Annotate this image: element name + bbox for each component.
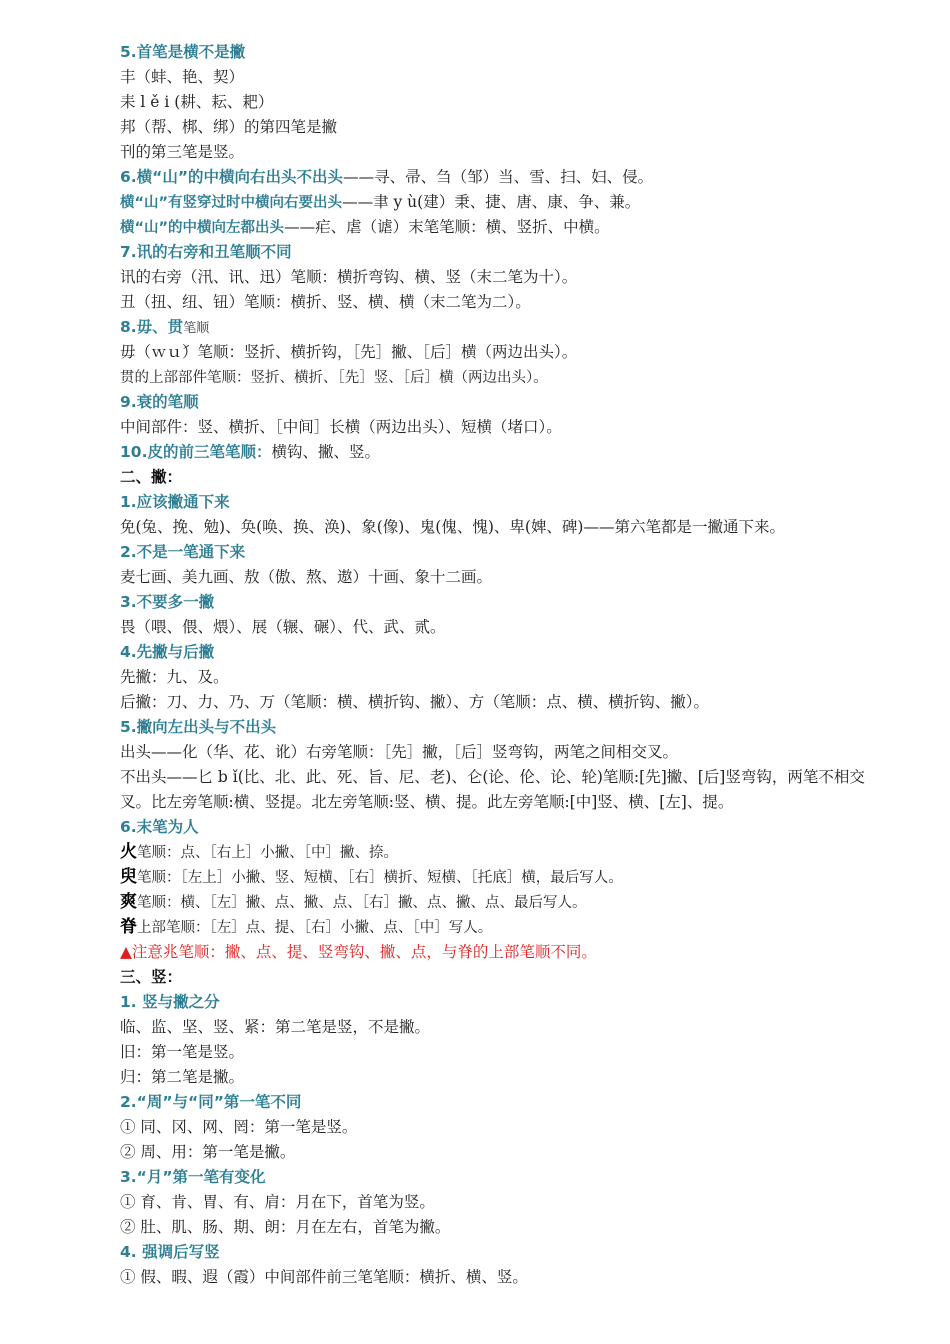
- key-character: 脊: [120, 917, 137, 937]
- subheading: 2.“周”与“同”第一笔不同: [120, 1093, 302, 1111]
- text-line: [120, 540, 890, 565]
- text-line: [120, 715, 890, 740]
- text-line: [120, 840, 890, 865]
- subheading: 5.首笔是横不是撇: [120, 43, 246, 61]
- text-line: [120, 40, 890, 65]
- text-line: [120, 940, 890, 965]
- subheading: 2.不是一笔通下来: [120, 543, 246, 561]
- body-text: ——疟、虐（谑）末笔笔顺：横、竖折、中横。: [284, 218, 610, 236]
- text-line: [120, 1040, 890, 1065]
- subheading: 9.衰的笔顺: [120, 393, 199, 411]
- body-text: 免(兔、挽、勉)、奂(唤、换、涣)、象(像)、鬼(傀、愧)、卑(婢、碑)——第六笔都是一撇通下来。: [120, 518, 785, 536]
- section-heading: 二、撇：: [120, 468, 183, 486]
- body-text: ② 周、用：第一笔是撇。: [120, 1143, 296, 1161]
- text-line: [120, 115, 890, 140]
- key-character: 爽: [120, 892, 137, 912]
- subheading: 1. 竖与撇之分: [120, 993, 220, 1011]
- body-text: 邦（帮、梆、绑）的第四笔是撇: [120, 118, 338, 136]
- body-text: 笔顺: [183, 321, 210, 336]
- body-text: 笔顺：［左上］小撇、竖、短横、［右］横折、短横、［托底］横，最后写人。: [137, 870, 623, 886]
- body-text: 临、监、坚、竖、紧：第二笔是竖，不是撇。: [120, 1018, 431, 1036]
- subheading: 3.不要多一撇: [120, 593, 215, 611]
- text-line: [120, 1240, 890, 1265]
- subheading: 4.先撇与后撇: [120, 643, 215, 661]
- body-text: 横钩、撇、竖。: [271, 443, 380, 461]
- text-line: [120, 965, 890, 990]
- text-line: [120, 290, 890, 315]
- body-text: 麦七画、美九画、敖（傲、熬、遨）十画、象十二画。: [120, 568, 493, 586]
- text-line: [120, 90, 890, 115]
- text-line: [120, 1140, 890, 1165]
- body-text: ② 肚、肌、肠、期、朗：月在左右，首笔为撇。: [120, 1218, 451, 1236]
- subheading: 4. 强调后写竖: [120, 1243, 220, 1261]
- subheading: 7.讯的右旁和丑笔顺不同: [120, 243, 292, 261]
- body-text: 出头——化（华、花、讹）右旁笔顺：［先］撇，［后］竖弯钩，两笔之间相交叉。: [120, 743, 679, 761]
- text-line: [120, 765, 890, 815]
- text-line: [120, 1265, 890, 1290]
- key-character: 臾: [120, 867, 137, 887]
- body-text: ① 同、冈、网、罔：第一笔是竖。: [120, 1118, 358, 1136]
- body-text: 丰（蚌、艳、契）: [120, 68, 245, 86]
- body-text: ① 育、肯、胃、有、肩：月在下，首笔为竖。: [120, 1193, 435, 1211]
- warning-note: ▲注意兆笔顺：撇、点、提、竖弯钩、撇、点，与脊的上部笔顺不同。: [120, 943, 597, 961]
- body-text: 先撇：九、及。: [120, 668, 229, 686]
- subheading: 横“山”有竖穿过时中横向右要出头: [120, 195, 343, 211]
- key-character: 火: [120, 842, 137, 862]
- subheading: 10.皮的前三笔笔顺：: [120, 443, 272, 461]
- text-line: [120, 190, 890, 215]
- text-line: [120, 240, 890, 265]
- body-text: ① 假、暇、遐（霞）中间部件前三笔笔顺：横折、横、竖。: [120, 1268, 528, 1286]
- text-line: [120, 365, 890, 390]
- body-text: 讯的右旁（汛、讯、迅）笔顺：横折弯钩、横、竖（末二笔为十）。: [120, 268, 578, 286]
- text-line: [120, 640, 890, 665]
- text-line: [120, 1215, 890, 1240]
- text-line: [120, 265, 890, 290]
- body-text: 贯的上部部件笔顺：竖折、横折、［先］竖、［后］横（两边出头）。: [120, 370, 548, 386]
- text-line: [120, 1065, 890, 1090]
- text-line: [120, 865, 890, 890]
- text-line: [120, 490, 890, 515]
- text-line: [120, 1015, 890, 1040]
- text-line: [120, 215, 890, 240]
- body-text: ——寻、帚、刍（邹）当、雪、扫、妇、侵。: [343, 168, 654, 186]
- text-line: [120, 415, 890, 440]
- text-line: [120, 990, 890, 1015]
- section-heading: 三、竖：: [120, 968, 183, 986]
- body-text: ——聿 y ù(建）秉、捷、唐、康、争、兼。: [342, 193, 641, 211]
- text-line: [120, 390, 890, 415]
- document-page: [120, 40, 890, 1290]
- body-text: 后撇：刀、力、乃、万（笔顺：横、横折钩、撇）、方（笔顺：点、横、横折钩、撇）。: [120, 693, 710, 711]
- subheading: 3.“月”第一笔有变化: [120, 1168, 266, 1186]
- body-text: 归：第二笔是撇。: [120, 1068, 245, 1086]
- text-line: [120, 165, 890, 190]
- body-text: 丑（扭、纽、钮）笔顺：横折、竖、横、横（末二笔为二）。: [120, 293, 531, 311]
- body-text: 毋（ｗｕ́）笔顺：竖折、横折钩，［先］撇、［后］横（两边出头）。: [120, 343, 578, 361]
- text-line: [120, 740, 890, 765]
- subheading: 8.毋、贯: [120, 318, 184, 336]
- text-line: [120, 665, 890, 690]
- text-line: [120, 1165, 890, 1190]
- body-text: 不出头——匕 b ǐ(比、北、此、死、旨、尼、老)、仑(论、伦、论、轮)笔顺:[先]撇、[后]竖弯钩，两笔不相交叉。比左旁笔顺:横、竖提。北左旁笔顺:竖、横、提。此左旁笔顺:[中]竖、横、[左]、提。: [120, 768, 865, 811]
- subheading: 1.应该撇通下来: [120, 493, 230, 511]
- body-text: 畏（喂、偎、煨）、展（辗、碾）、代、武、贰。: [120, 618, 446, 636]
- text-line: [120, 440, 890, 465]
- text-line: [120, 1190, 890, 1215]
- text-line: [120, 565, 890, 590]
- text-line: [120, 65, 890, 90]
- text-line: [120, 690, 890, 715]
- text-line: [120, 590, 890, 615]
- text-line: [120, 615, 890, 640]
- text-line: [120, 890, 890, 915]
- text-line: [120, 1090, 890, 1115]
- text-line: [120, 1115, 890, 1140]
- text-line: [120, 915, 890, 940]
- text-line: [120, 515, 890, 540]
- body-text: 上部笔顺：［左］点、提、［右］小撇、点、［中］写人。: [137, 920, 493, 936]
- text-line: [120, 340, 890, 365]
- text-line: [120, 815, 890, 840]
- subheading: 6.横“山”的中横向右出头不出头: [120, 168, 344, 186]
- text-line: [120, 315, 890, 340]
- body-text: 耒 l ě i (耕、耘、耙）: [120, 93, 274, 111]
- subheading: 横“山”的中横向左都出头: [120, 220, 285, 236]
- body-text: 旧：第一笔是竖。: [120, 1043, 245, 1061]
- text-line: [120, 140, 890, 165]
- text-line: [120, 465, 890, 490]
- body-text: 笔顺：点、［右上］小撇、［中］撇、捺。: [137, 845, 398, 861]
- subheading: 6.末笔为人: [120, 818, 199, 836]
- body-text: 中间部件：竖、横折、［中间］长横（两边出头）、短横（堵口）。: [120, 418, 562, 436]
- body-text: 刊的第三笔是竖。: [120, 143, 245, 161]
- subheading: 5.撇向左出头与不出头: [120, 718, 277, 736]
- body-text: 笔顺：横、［左］撇、点、撇、点、［右］撇、点、撇、点、最后写人。: [137, 895, 587, 911]
